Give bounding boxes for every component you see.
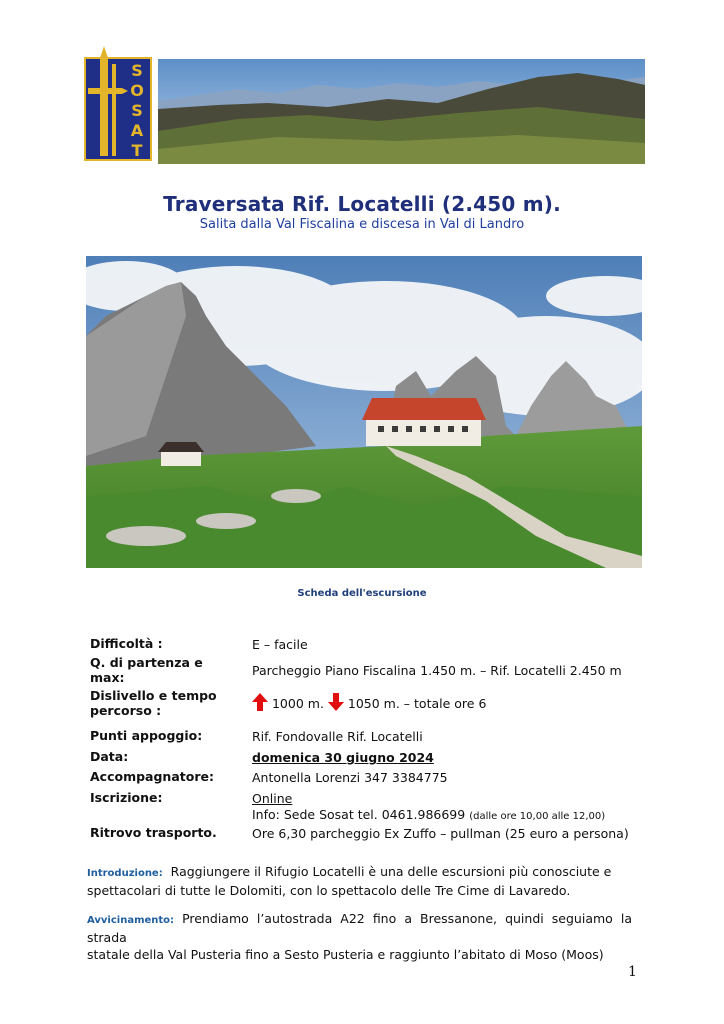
- ritrovo-value: Ore 6,30 parcheggio Ex Zuffo – pullman (25 euro a persona): [252, 826, 629, 841]
- rifugio-locatelli-photo: [86, 256, 642, 568]
- quota-label-line1: Q. di partenza e: [90, 655, 203, 670]
- sosat-logo: [82, 44, 154, 162]
- approach-line1-text: Prendiamo l’autostrada A22 fino a Bressanone, quindi seguiamo la strada: [87, 911, 632, 945]
- iscrizione-info-text: Info: Sede Sosat tel. 0461.986699: [252, 807, 466, 822]
- accompagnatore-label: Accompagnatore:: [90, 769, 214, 784]
- ritrovo-label: Ritrovo trasporto.: [90, 825, 217, 840]
- intro-lead: Introduzione:: [87, 868, 163, 879]
- data-label: Data:: [90, 749, 129, 764]
- data-value: domenica 30 giugno 2024: [252, 750, 434, 765]
- intro-line1-text: Raggiungere il Rifugio Locatelli è una delle escursioni più conosciute e: [170, 864, 612, 879]
- approach-lead: Avvicinamento:: [87, 915, 175, 926]
- page-title: Traversata Rif. Locatelli (2.450 m).: [163, 192, 561, 216]
- arrow-down-icon: [328, 693, 344, 711]
- dislivello-label-line1: Dislivello e tempo: [90, 688, 217, 703]
- iscrizione-info: [252, 807, 605, 824]
- intro-line2: spettacolari di tutte le Dolomiti, con lo spettacolo delle Tre Cime di Lavaredo.: [87, 883, 571, 898]
- dislivello-down: 1050 m. – totale ore 6: [347, 696, 487, 711]
- approach-paragraph: [87, 910, 632, 963]
- appoggio-value: Rif. Fondovalle Rif. Locatelli: [252, 729, 423, 744]
- dislivello-label-line2: percorso :: [90, 703, 162, 718]
- dislivello-up: 1000 m.: [271, 696, 324, 711]
- difficolta-value: E – facile: [252, 637, 308, 652]
- logo-letter-t: T: [131, 141, 143, 160]
- arrow-up-icon: [252, 693, 268, 711]
- logo-letter-a: A: [130, 121, 144, 140]
- accompagnatore-value: Antonella Lorenzi 347 3384775: [252, 770, 448, 785]
- quota-label-line2: max:: [90, 670, 125, 685]
- header-banner-image: [158, 59, 645, 164]
- page-subtitle: Salita dalla Val Fiscalina e discesa in Val di Landro: [199, 217, 525, 232]
- logo-letter-s2: S: [131, 101, 143, 120]
- approach-line2: statale della Val Pusteria fino a Sesto Pusteria e raggiunto l’abitato di Moso (Moos): [87, 947, 604, 962]
- iscrizione-hours: (dalle ore 10,00 alle 12,00): [469, 811, 606, 822]
- intro-paragraph: [87, 863, 632, 899]
- logo-letter-o: O: [130, 81, 144, 100]
- difficolta-label: Difficoltà :: [90, 636, 163, 651]
- appoggio-label: Punti appoggio:: [90, 728, 203, 743]
- page-number: 1: [628, 964, 637, 980]
- logo-letter-s1: S: [131, 61, 143, 80]
- quota-value: Parcheggio Piano Fiscalina 1.450 m. – Rif. Locatelli 2.450 m: [252, 663, 622, 678]
- dislivello-value: [252, 693, 486, 711]
- intro-line1: [87, 863, 632, 882]
- sheet-caption: Scheda dell'escursione: [297, 588, 427, 599]
- iscrizione-label: Iscrizione:: [90, 790, 163, 805]
- iscrizione-online-link[interactable]: Online: [252, 791, 293, 806]
- approach-line1: [87, 910, 632, 946]
